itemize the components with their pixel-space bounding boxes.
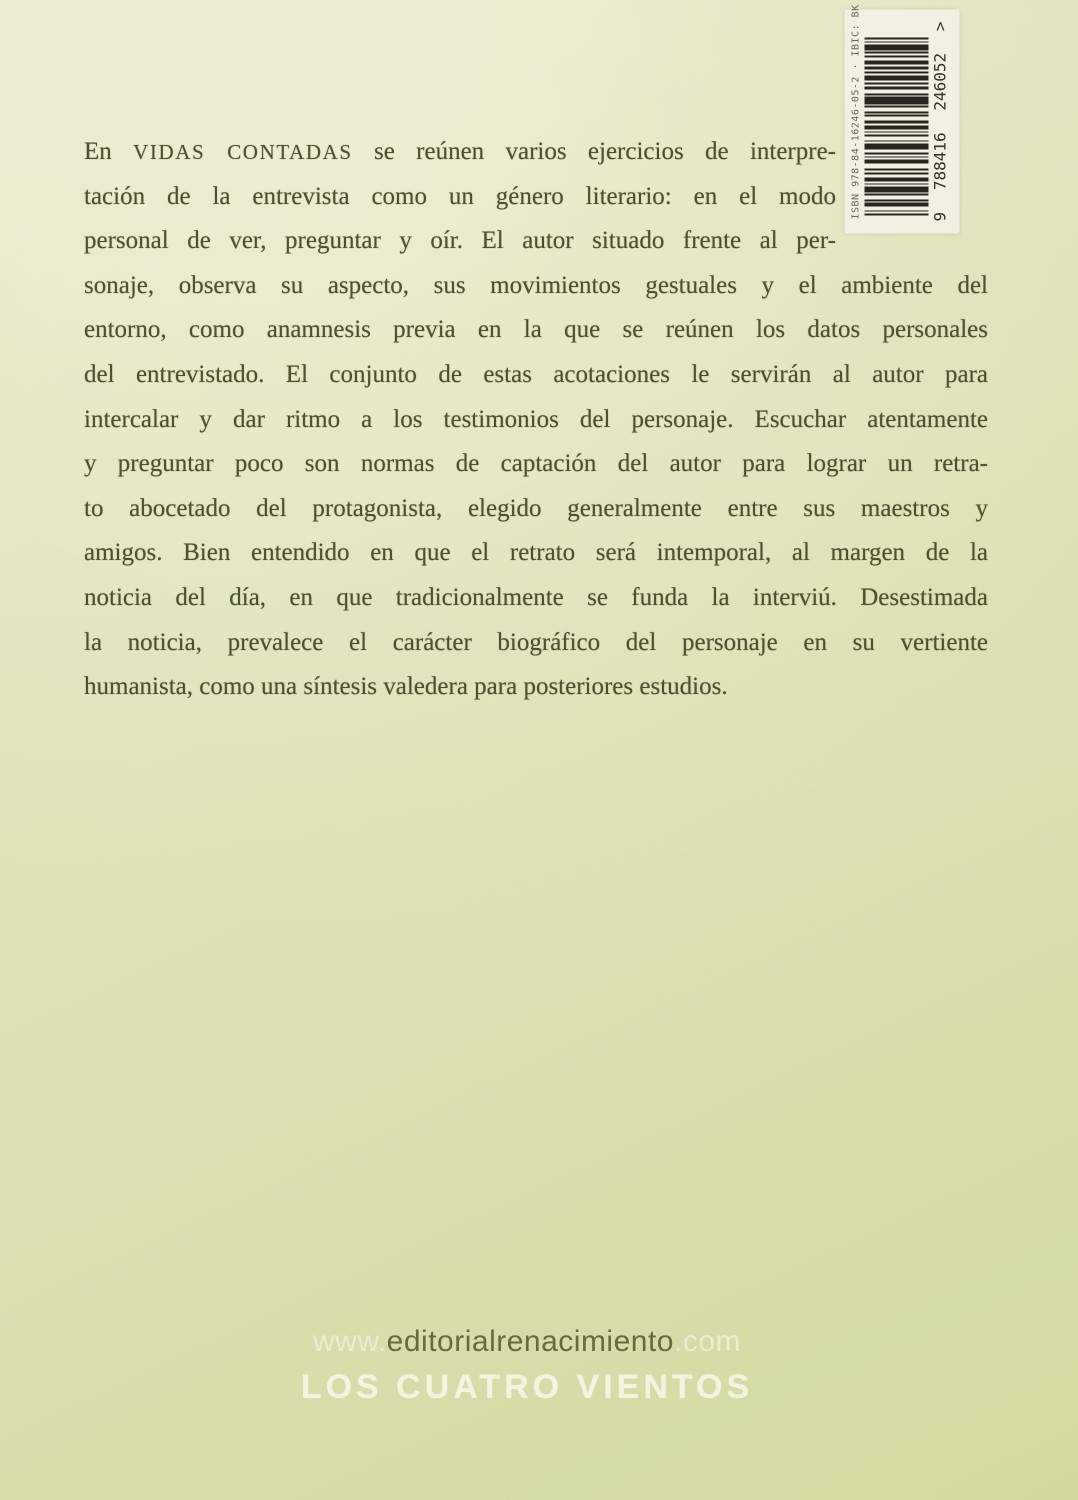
publisher-website-row: [0, 1326, 1054, 1358]
blurb-line: amigos. Bien entendido en que el retrato será intemporal, al margen de la: [84, 539, 988, 567]
barcode-bars: [865, 20, 929, 216]
blurb-line: intercalar y dar ritmo a los testimonios del personaje. Escuchar atentamente: [84, 405, 988, 433]
collection-row: [0, 1370, 1054, 1404]
book-title-smallcaps: VIDAS CONTADAS: [133, 140, 353, 164]
barcode-digits-group1: 788416: [930, 132, 950, 191]
website-url: [313, 1325, 741, 1358]
blurb-line: personal de ver, preguntar y oír. El autor situado frente al per-: [84, 227, 836, 255]
blurb-line: humanista, como una síntesis valedera para posteriores estudios.: [84, 673, 728, 701]
barcode-digits: [931, 20, 950, 222]
blurb-line: to abocetado del protagonista, elegido generalmente entre sus maestros y: [84, 494, 988, 522]
blurb-line: sonaje, observa su aspecto, sus movimientos gestuales y el ambiente del: [84, 271, 988, 299]
barcode-end-mark: >: [930, 21, 950, 32]
blurb-line: la noticia, prevalece el carácter biográfico del personaje en su vertiente: [84, 628, 988, 656]
website-www: www.: [312, 1325, 387, 1358]
blurb-line: noticia del día, en que tradicionalmente se funda la interviú. Desestimada: [84, 583, 988, 611]
blurb-line: tación de la entrevista como un género literario: en el modo: [84, 182, 836, 210]
blurb-line: entorno, como anamnesis previa en la que se reúnen los datos personales: [84, 316, 988, 344]
barcode-label: [845, 4, 960, 234]
barcode-isbn-text: ISBN 978-84-16246-05-2 · IBIC: BK: [850, 4, 862, 220]
blurb-intro-rest: se reúnen varios ejercicios de interpre-: [352, 138, 836, 165]
blurb-line: y preguntar poco son normas de captación del autor para lograr un retra-: [84, 450, 988, 478]
website-domain: editorialrenacimiento: [386, 1325, 674, 1358]
blurb-line: del entrevistado. El conjunto de estas acotaciones le servirán al autor para: [84, 360, 988, 388]
blurb-line: [84, 130, 836, 175]
blurb-intro-prefix: En: [84, 138, 134, 165]
collection-name: LOS CUATRO VIENTOS: [300, 1368, 754, 1406]
barcode-digits-group2: 246052: [930, 52, 950, 111]
website-tld: .com: [673, 1325, 741, 1358]
barcode-digit-left: 9: [930, 211, 950, 222]
